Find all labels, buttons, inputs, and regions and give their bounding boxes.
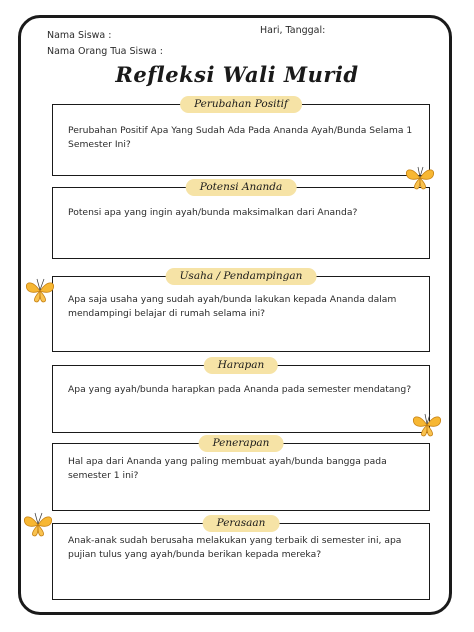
section-perubahan-positif <box>52 98 430 176</box>
section-usaha-pendampingan <box>52 270 430 352</box>
section-label: Penerapan <box>199 435 284 452</box>
nama-siswa-label: Nama Siswa : <box>47 30 112 41</box>
section-harapan <box>52 359 430 433</box>
section-label: Perubahan Positif <box>180 96 302 113</box>
section-label: Usaha / Pendampingan <box>166 268 317 285</box>
section-question: Apa yang ayah/bunda harapkan pada Ananda pada semester mendatang? <box>68 384 412 395</box>
section-question: Perubahan Positif Apa Yang Sudah Ada Pada Ananda Ayah/Bunda Selama 1 Semester Ini? <box>68 125 413 150</box>
section-perasaan <box>52 517 430 600</box>
section-label: Potensi Ananda <box>186 179 297 196</box>
page-title: Refleksi Wali Murid <box>115 62 359 87</box>
butterfly-icon <box>409 410 445 440</box>
section-potensi-ananda <box>52 181 430 259</box>
butterfly-icon <box>402 163 438 193</box>
section-question: Apa saja usaha yang sudah ayah/bunda lakukan kepada Ananda dalam mendampingi belajar di rumah selama ini? <box>68 294 397 319</box>
section-question: Hal apa dari Ananda yang paling membuat ayah/bunda bangga pada semester 1 ini? <box>68 456 387 481</box>
section-label: Harapan <box>204 357 278 374</box>
section-label: Perasaan <box>203 515 280 532</box>
nama-orang-tua-label: Nama Orang Tua Siswa : <box>47 46 163 57</box>
section-question: Anak-anak sudah berusaha melakukan yang terbaik di semester ini, apa pujian tulus yang ayah/bunda berikan kepada mereka? <box>68 535 402 560</box>
section-penerapan <box>52 437 430 511</box>
butterfly-icon <box>20 510 56 540</box>
hari-tanggal-label: Hari, Tanggal: <box>260 25 326 36</box>
section-question: Potensi apa yang ingin ayah/bunda maksimalkan dari Ananda? <box>68 207 358 218</box>
butterfly-icon <box>22 276 58 306</box>
